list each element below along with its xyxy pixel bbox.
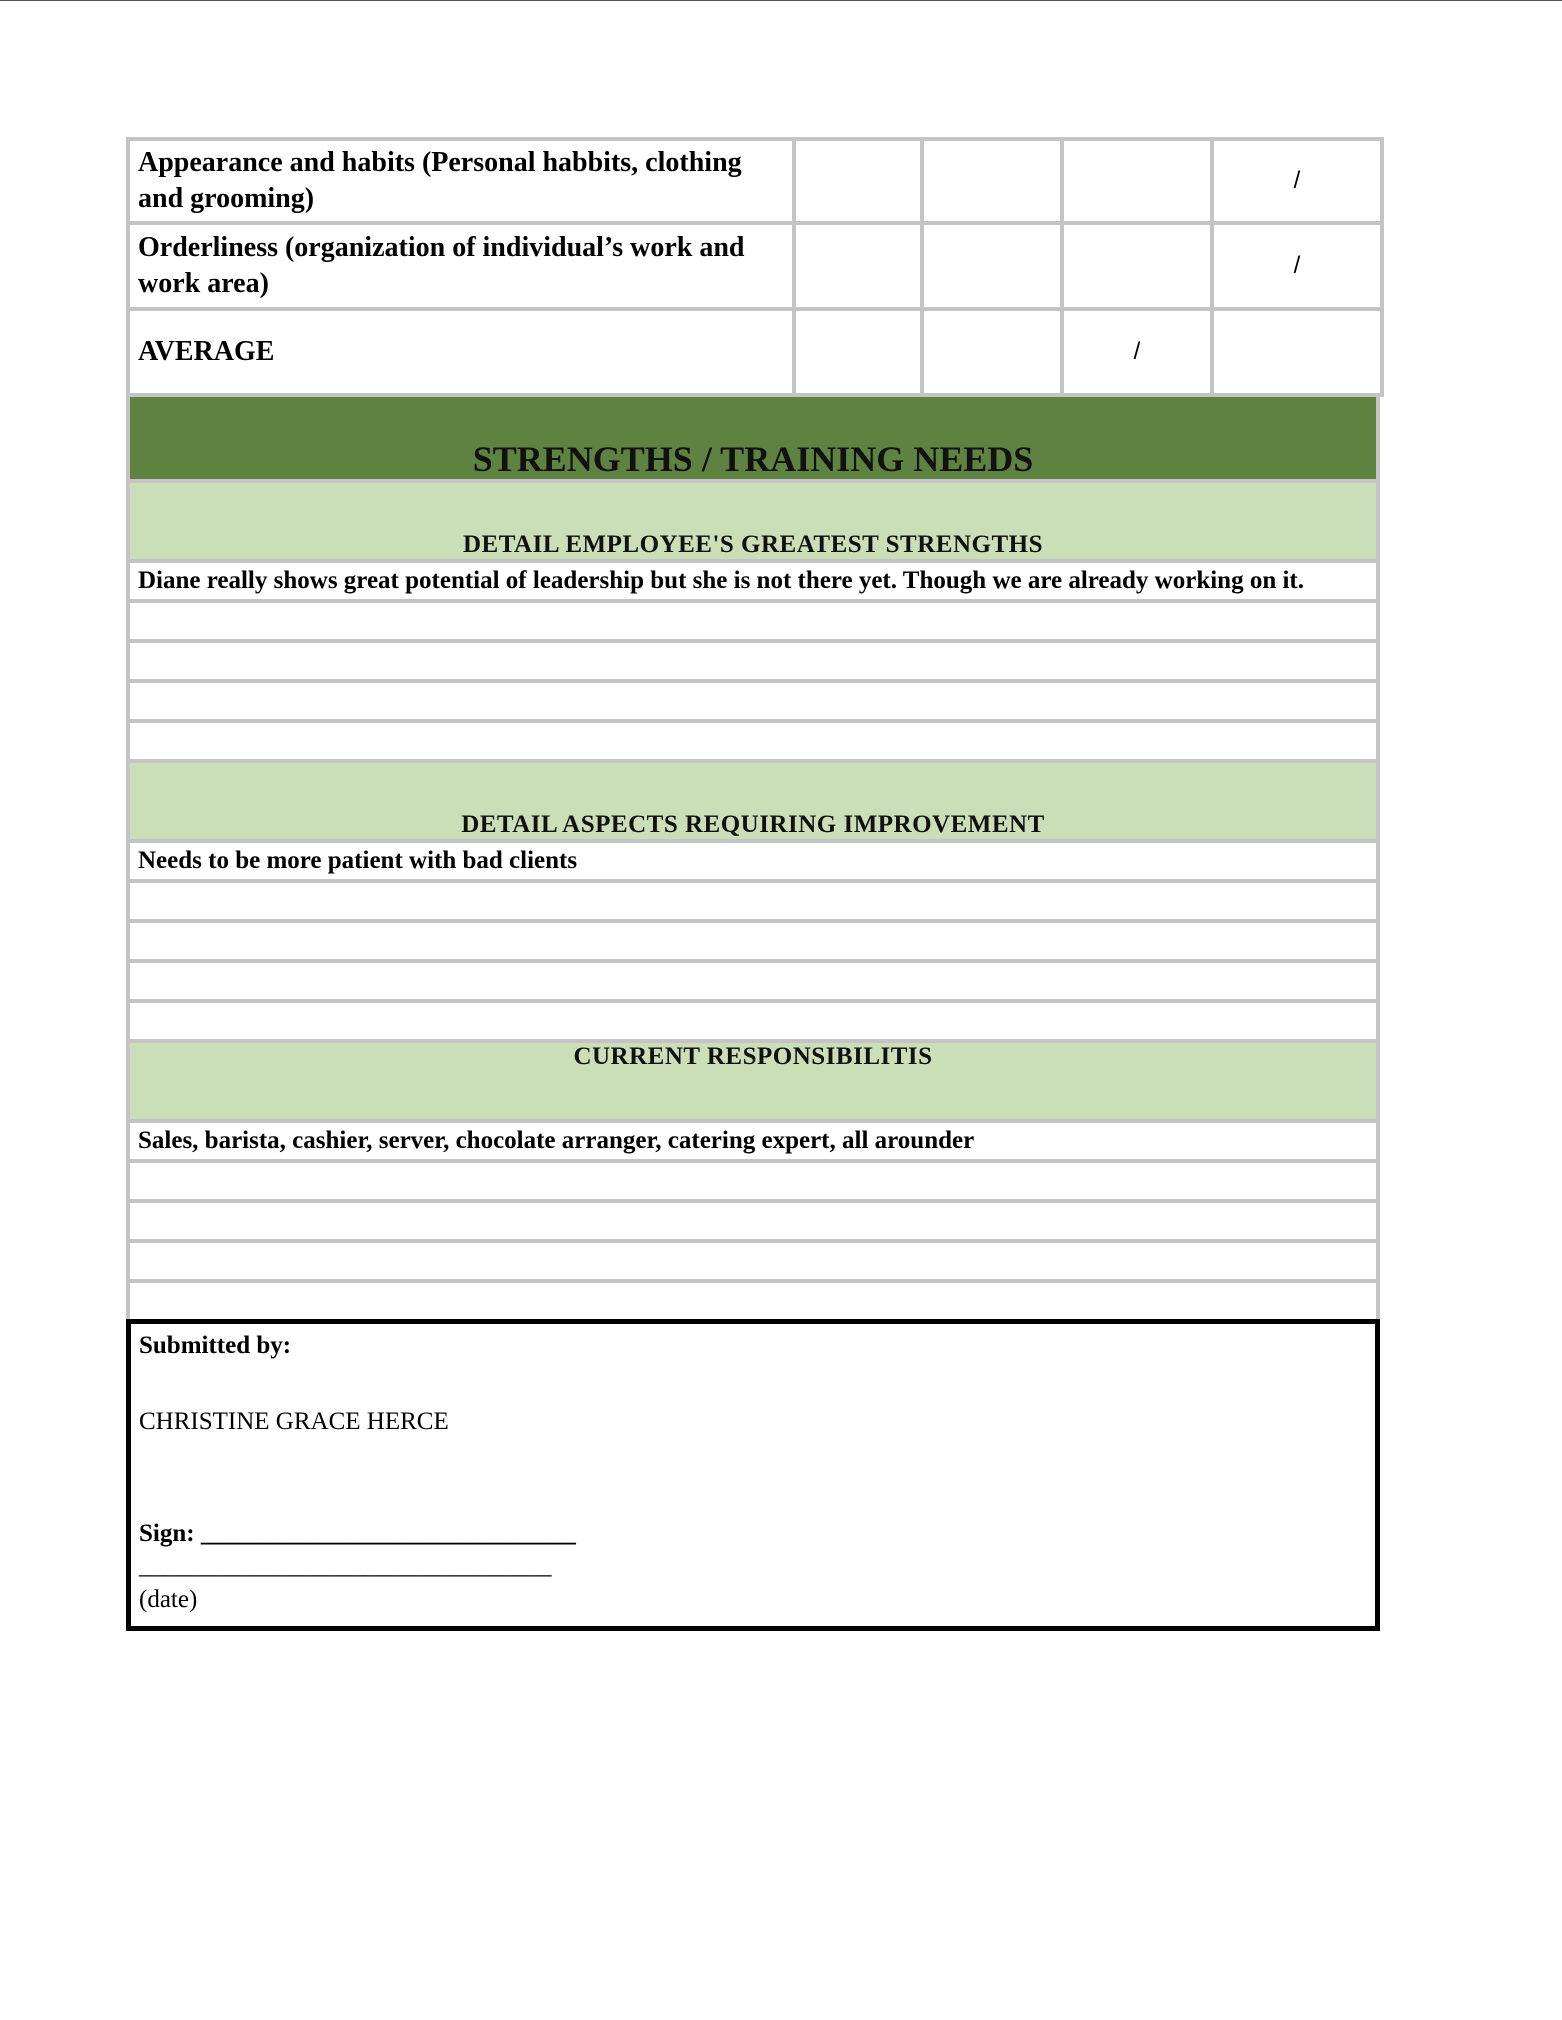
rating-cell[interactable] xyxy=(794,223,922,309)
criterion-label: Appearance and habits (Personal habbits, clothing and grooming) xyxy=(128,139,794,223)
rating-cell[interactable]: / xyxy=(1062,309,1212,395)
rating-cell[interactable] xyxy=(794,309,922,395)
strengths-heading: DETAIL EMPLOYEE'S GREATEST STRENGTHS xyxy=(130,483,1376,563)
strengths-line[interactable] xyxy=(130,723,1376,763)
rating-cell[interactable] xyxy=(922,309,1062,395)
submission-box xyxy=(126,1319,1380,1631)
improvement-line[interactable] xyxy=(130,963,1376,1003)
rating-cell[interactable] xyxy=(922,223,1062,309)
responsibilities-line[interactable] xyxy=(130,1163,1376,1203)
rating-row xyxy=(128,309,1382,395)
strengths-line[interactable] xyxy=(130,643,1376,683)
date-field[interactable]: _________________________________ xyxy=(139,1552,552,1579)
rating-cell[interactable]: / xyxy=(1212,139,1382,223)
rating-cell[interactable]: / xyxy=(1212,223,1382,309)
criterion-label: Orderliness (organization of individual’s work and work area) xyxy=(128,223,794,309)
rating-table xyxy=(126,137,1384,397)
improvement-line[interactable] xyxy=(130,883,1376,923)
strengths-line[interactable] xyxy=(130,683,1376,723)
rating-row xyxy=(128,223,1382,309)
signature-field[interactable]: Sign: ______________________________ xyxy=(139,1520,576,1547)
rating-cell[interactable] xyxy=(1062,139,1212,223)
responsibilities-line[interactable] xyxy=(130,1203,1376,1243)
responsibilities-line[interactable] xyxy=(130,1283,1376,1319)
improvement-heading: DETAIL ASPECTS REQUIRING IMPROVEMENT xyxy=(130,763,1376,843)
improvement-line[interactable] xyxy=(130,1003,1376,1043)
strengths-line[interactable] xyxy=(130,603,1376,643)
submitter-name: CHRISTINE GRACE HERCE xyxy=(139,1408,449,1435)
section-title: STRENGTHS / TRAINING NEEDS xyxy=(130,397,1376,483)
strengths-training-section xyxy=(126,397,1380,1319)
submitted-by-label: Submitted by: xyxy=(139,1332,292,1359)
improvement-line[interactable] xyxy=(130,923,1376,963)
improvement-line[interactable]: Needs to be more patient with bad clients xyxy=(130,843,1376,883)
responsibilities-heading: CURRENT RESPONSIBILITIS xyxy=(130,1043,1376,1123)
rating-cell[interactable] xyxy=(1212,309,1382,395)
page-top-rule xyxy=(0,0,1562,1)
responsibilities-line[interactable] xyxy=(130,1243,1376,1283)
rating-cell[interactable] xyxy=(794,139,922,223)
strengths-line[interactable]: Diane really shows great potential of leadership but she is not there yet. Though we are already working on it. xyxy=(130,563,1376,603)
rating-cell[interactable] xyxy=(1062,223,1212,309)
rating-cell[interactable] xyxy=(922,139,1062,223)
responsibilities-line[interactable]: Sales, barista, cashier, server, chocolate arranger, catering expert, all arounder xyxy=(130,1123,1376,1163)
average-label: AVERAGE xyxy=(128,309,794,395)
date-label: (date) xyxy=(139,1586,198,1613)
evaluation-sheet xyxy=(126,137,1380,1631)
rating-row xyxy=(128,139,1382,223)
